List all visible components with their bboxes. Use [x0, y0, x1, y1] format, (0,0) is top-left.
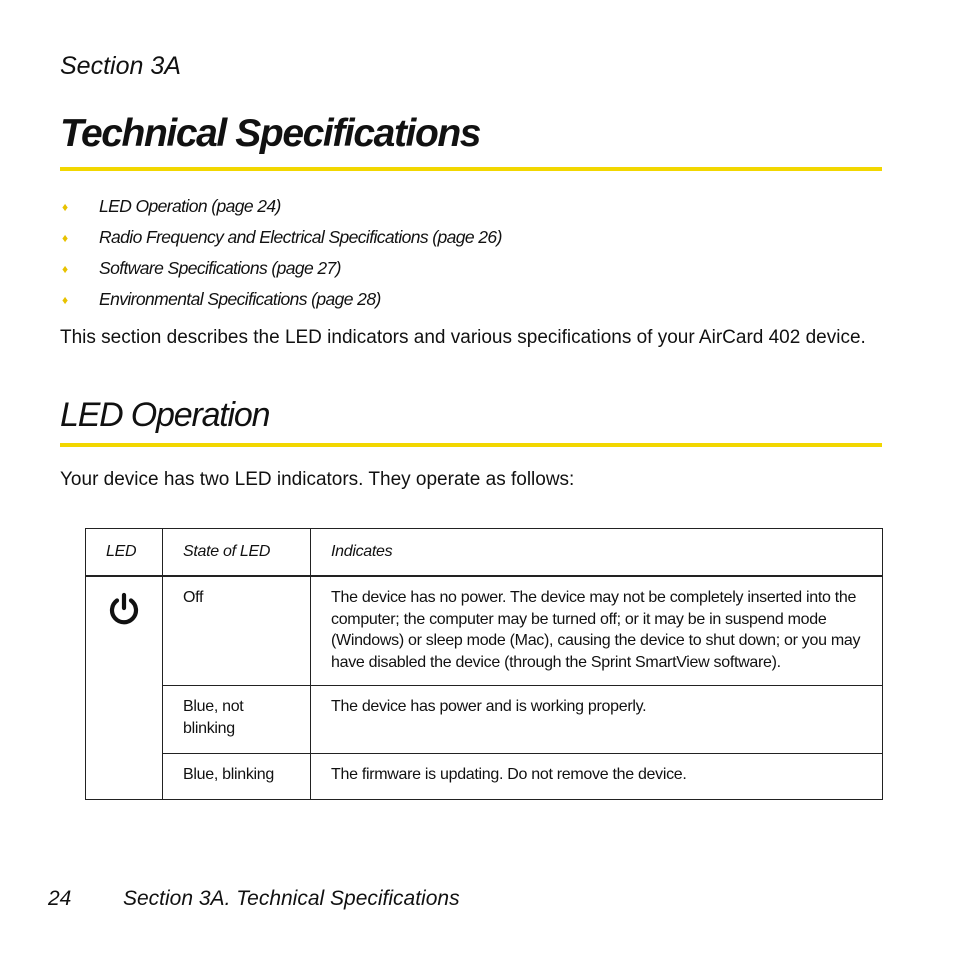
- diamond-bullet-icon: ♦: [62, 200, 68, 214]
- page-title: Technical Specifications: [60, 112, 481, 155]
- led-icon-cell: [86, 576, 163, 800]
- footer-title: Section 3A. Technical Specifications: [123, 887, 460, 910]
- intro-paragraph: This section describes the LED indicators and various specifications of your AirCard 402 device.: [60, 327, 866, 348]
- toc-item-label: LED Operation (page 24): [99, 196, 281, 216]
- toc-item[interactable]: [60, 287, 502, 318]
- toc-item-label: Software Specifications (page 27): [99, 258, 341, 278]
- state-cell: Blue, not blinking: [163, 686, 311, 754]
- title-rule: [60, 167, 882, 171]
- toc-item-label: Radio Frequency and Electrical Specifications (page 26): [99, 227, 502, 247]
- toc-item[interactable]: [60, 225, 502, 256]
- leadin-paragraph: Your device has two LED indicators. They operate as follows:: [60, 469, 575, 490]
- table-row: [86, 686, 883, 754]
- table-header-row: [86, 529, 883, 577]
- page-number: 24: [48, 887, 72, 910]
- table-row: [86, 576, 883, 686]
- led-table: [85, 528, 883, 800]
- toc-item[interactable]: [60, 194, 502, 225]
- diamond-bullet-icon: ♦: [62, 231, 68, 245]
- section-label: Section 3A: [60, 52, 181, 80]
- section-heading: LED Operation: [60, 396, 270, 434]
- header-state: State of LED: [163, 529, 311, 577]
- toc-item-label: Environmental Specifications (page 28): [99, 289, 381, 309]
- toc-list: [60, 194, 502, 318]
- table-row: [86, 754, 883, 800]
- state-cell: Blue, blinking: [163, 754, 311, 800]
- diamond-bullet-icon: ♦: [62, 293, 68, 307]
- indicates-cell: The device has no power. The device may not be completely inserted into the computer; the computer may be turned off; or it may be in suspend mode (Windows) or sleep mode (Mac), causing the device to shut down; or you may have disabled the device (through the Sprint SmartView software).: [311, 576, 883, 686]
- indicates-cell: The firmware is updating. Do not remove the device.: [311, 754, 883, 800]
- indicates-cell: The device has power and is working properly.: [311, 686, 883, 754]
- section-rule: [60, 443, 882, 447]
- diamond-bullet-icon: ♦: [62, 262, 68, 276]
- toc-item[interactable]: [60, 256, 502, 287]
- header-indicates: Indicates: [311, 529, 883, 577]
- power-icon: [106, 614, 142, 631]
- state-cell: Off: [163, 576, 311, 686]
- header-led: LED: [86, 529, 163, 577]
